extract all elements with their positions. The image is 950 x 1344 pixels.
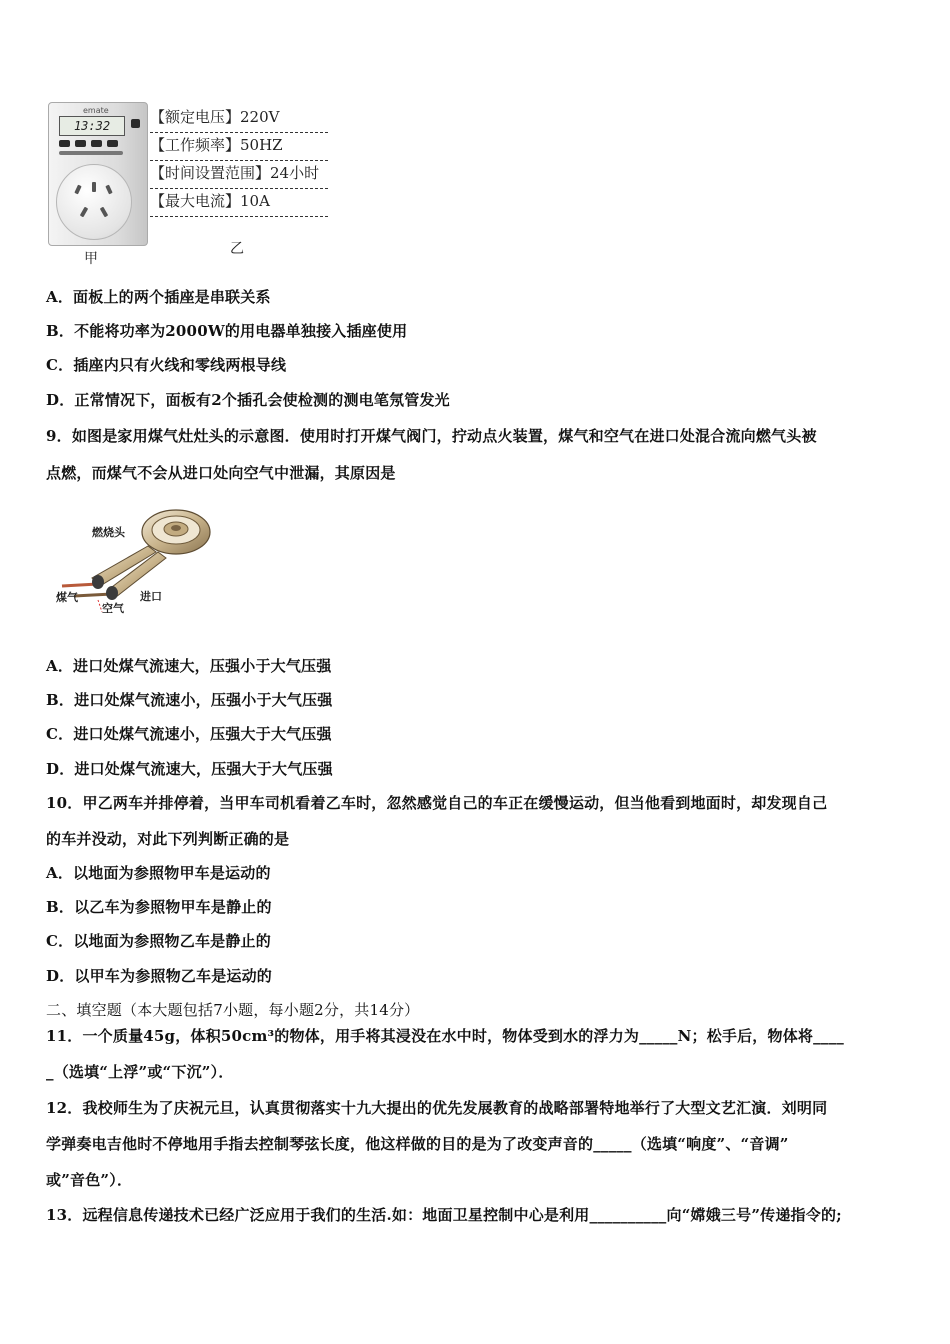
- timer-side-button: [131, 119, 140, 128]
- q12-line1: 12．我校师生为了庆祝元旦，认真贯彻落实十九大提出的优先发展教育的战略部署特地举行了大型文艺汇演．刘明同: [46, 1099, 828, 1117]
- label-gas: 煤气: [56, 591, 78, 604]
- q9-stem-line1: 9．如图是家用煤气灶灶头的示意图．使用时打开煤气阀门，拧动点火装置，煤气和空气在进口处混合流向燃气头被: [46, 427, 817, 445]
- q9-stem-line2: 点燃，而煤气不会从进口处向空气中泄漏，其原因是: [46, 464, 396, 482]
- q13-line1: 13．远程信息传递技术已经广泛应用于我们的生活.如：地面卫星控制中心是利用__________向“嫦娥三号”传递指令的;: [46, 1206, 842, 1224]
- q9-option-a: A．进口处煤气流速大，压强小于大气压强: [46, 657, 332, 675]
- timer-socket-image: [48, 102, 148, 246]
- socket-hole: [105, 185, 112, 195]
- q12-line3: 或”音色”）．: [46, 1171, 133, 1189]
- spec-rated-voltage: 【额定电压】220V: [150, 106, 328, 133]
- gas-burner-figure: [52, 500, 227, 622]
- timer-socket-figure: [46, 100, 336, 270]
- q10-stem-line1: 10．甲乙两车并排停着，当甲车司机看着乙车时，忽然感觉自己的车正在缓慢运动，但当他看到地面时，却发现自己: [46, 794, 828, 812]
- timer-button: [59, 140, 70, 147]
- q8-option-d: D．正常情况下，面板有2个插孔会使检测的测电笔氖管发光: [46, 391, 450, 409]
- label-inlet: 进口: [140, 590, 162, 603]
- q10-option-b: B．以乙车为参照物甲车是静止的: [46, 898, 272, 916]
- socket-hole: [80, 207, 88, 218]
- q11-line1: 11．一个质量45g，体积50cm³的物体，用手将其浸没在水中时，物体受到水的浮力为_____N；松手后，物体将____: [46, 1027, 844, 1045]
- timer-button: [107, 140, 118, 147]
- spec-max-current: 【最大电流】10A: [150, 190, 328, 217]
- q9-option-b: B．进口处煤气流速小，压强小于大气压强: [46, 691, 333, 709]
- figure-label-yi: 乙: [230, 241, 244, 257]
- label-air: 空气: [102, 602, 124, 615]
- q10-option-a: A．以地面为参照物甲车是运动的: [46, 864, 271, 882]
- spec-time-range: 【时间设置范围】24小时: [150, 162, 328, 189]
- figure-label-jia: 甲: [84, 251, 98, 267]
- q9-option-d: D．进口处煤气流速大，压强大于大气压强: [46, 760, 333, 778]
- socket-outlet: [56, 164, 132, 240]
- q10-stem-line2: 的车并没动，对此下列判断正确的是: [46, 830, 290, 848]
- q8-option-b: B．不能将功率为2000W的用电器单独接入插座使用: [46, 322, 408, 340]
- socket-hole: [92, 182, 96, 192]
- socket-hole: [74, 185, 81, 195]
- q11-line2: _（选填“上浮”或“下沉”）．: [46, 1063, 234, 1081]
- timer-brand: emate: [83, 106, 109, 115]
- timer-button: [75, 140, 86, 147]
- q8-option-a: A．面板上的两个插座是串联关系: [46, 288, 271, 306]
- q12-line2: 学弹奏电吉他时不停地用手指去控制琴弦长度，他这样做的目的是为了改变声音的_____（选填“响度”、“音调”: [46, 1135, 789, 1153]
- section2-title: 二、填空题（本大题包括7小题，每小题2分，共14分）: [46, 1001, 420, 1019]
- timer-button: [91, 140, 102, 147]
- timer-display: 13:32: [59, 116, 125, 136]
- spec-frequency: 【工作频率】50HZ: [150, 134, 328, 161]
- q10-option-c: C．以地面为参照物乙车是静止的: [46, 932, 271, 950]
- timer-button-row: [59, 151, 123, 155]
- label-burner-head: 燃烧头: [92, 526, 125, 539]
- q9-option-c: C．进口处煤气流速小，压强大于大气压强: [46, 725, 332, 743]
- socket-hole: [100, 207, 108, 218]
- q10-option-d: D．以甲车为参照物乙车是运动的: [46, 967, 273, 985]
- q8-option-c: C．插座内只有火线和零线两根导线: [46, 356, 287, 374]
